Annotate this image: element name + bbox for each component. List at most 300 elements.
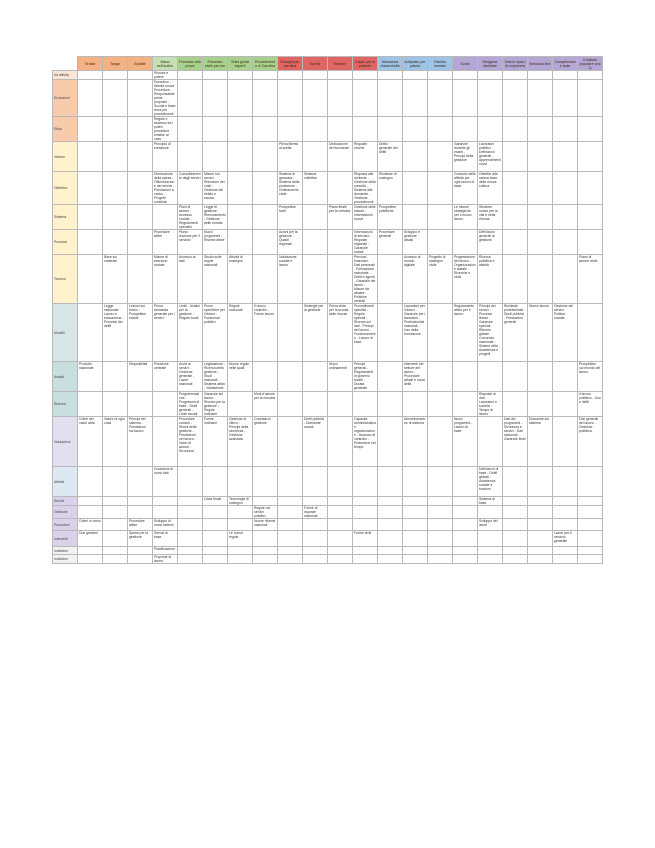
table-cell[interactable] (128, 497, 153, 506)
table-cell[interactable] (428, 142, 453, 172)
table-cell[interactable] (328, 506, 353, 519)
table-cell[interactable] (578, 506, 603, 519)
table-cell[interactable]: Prima domanda generale per i servizi (153, 304, 178, 362)
table-cell[interactable] (378, 71, 403, 80)
table-cell[interactable] (303, 117, 328, 142)
table-cell[interactable] (78, 506, 103, 519)
table-cell[interactable] (228, 80, 253, 117)
table-cell[interactable] (478, 80, 503, 117)
table-cell[interactable]: Dati dei programmi - Sicurezza e servizi - Dati nazionali - Garanzie finali (503, 417, 528, 467)
table-cell[interactable]: Nuove regole nelle quali (228, 362, 253, 392)
table-cell[interactable] (78, 392, 103, 417)
table-cell[interactable]: Valutazione sociale e lavoro (278, 255, 303, 304)
table-cell[interactable] (503, 467, 528, 497)
table-cell[interactable] (128, 506, 153, 519)
table-cell[interactable] (253, 467, 278, 497)
table-cell[interactable] (503, 531, 528, 547)
table-cell[interactable] (453, 117, 478, 142)
table-cell[interactable] (428, 304, 453, 362)
table-cell[interactable] (278, 304, 303, 362)
table-cell[interactable] (428, 467, 453, 497)
table-cell[interactable] (478, 417, 503, 467)
table-cell[interactable] (253, 80, 278, 117)
table-cell[interactable] (328, 417, 353, 467)
table-cell[interactable] (303, 142, 328, 172)
table-cell[interactable] (203, 506, 228, 519)
column-header[interactable]: Comprensione leale (553, 57, 578, 71)
table-cell[interactable] (153, 417, 178, 467)
table-cell[interactable]: Percorsi finanziari - Dati personali - Formazione nazionale - Diritti e agenti - Garanzie del lavoro - Misure da attuare - Politiche centrali (353, 255, 378, 304)
column-header[interactable]: Dialoghi per carolina (278, 57, 303, 71)
table-cell[interactable] (503, 255, 528, 304)
table-cell[interactable] (278, 531, 303, 547)
table-cell[interactable] (278, 362, 303, 392)
table-cell[interactable] (428, 531, 453, 547)
table-cell[interactable]: Carta finale (203, 497, 228, 506)
table-cell[interactable]: Diritti pubblici - Domande sociali (303, 417, 328, 467)
table-cell[interactable]: Progetto di sostegno civile (428, 255, 453, 304)
table-cell[interactable] (478, 71, 503, 80)
table-cell[interactable] (553, 497, 578, 506)
table-cell[interactable] (303, 519, 328, 531)
table-cell[interactable]: Piano finale per la crescita (328, 205, 353, 230)
table-cell[interactable]: Lezioni sul futuro - Prospettive sociali (128, 304, 153, 362)
column-header[interactable]: Capisi per la patente (353, 57, 378, 71)
table-cell[interactable] (353, 80, 378, 117)
table-cell[interactable] (378, 417, 403, 467)
table-cell[interactable] (578, 117, 603, 142)
table-cell[interactable] (453, 230, 478, 255)
table-cell[interactable]: Nuovi programmi - Lavoro di base (453, 417, 478, 467)
table-cell[interactable] (328, 467, 353, 497)
table-cell[interactable] (78, 71, 103, 80)
table-cell[interactable] (203, 467, 228, 497)
table-cell[interactable] (478, 506, 503, 519)
table-cell[interactable]: Tecnologie di sostegno (228, 497, 253, 506)
table-cell[interactable] (228, 117, 253, 142)
table-cell[interactable]: Proposte di lavoro (153, 555, 178, 564)
table-cell[interactable] (403, 205, 428, 230)
table-cell[interactable] (403, 80, 428, 117)
table-cell[interactable] (103, 117, 128, 142)
table-cell[interactable] (303, 547, 328, 555)
table-cell[interactable]: Consolidamento degli servizi (178, 172, 203, 205)
table-cell[interactable] (403, 506, 428, 519)
table-cell[interactable] (553, 519, 578, 531)
table-cell[interactable] (428, 555, 453, 564)
table-cell[interactable]: Attività di sostegno (228, 255, 253, 304)
table-cell[interactable] (428, 71, 453, 80)
table-cell[interactable] (378, 392, 403, 417)
table-cell[interactable] (253, 172, 278, 205)
table-cell[interactable]: Regole nazionali (228, 304, 253, 362)
table-cell[interactable] (378, 80, 403, 117)
table-cell[interactable] (78, 205, 103, 230)
table-cell[interactable]: Procedure attive (128, 519, 153, 531)
row-header[interactable]: Obiettivo (53, 172, 78, 205)
table-cell[interactable] (353, 519, 378, 531)
column-header[interactable]: Vola in riparo di corpoerea (503, 57, 528, 71)
row-header[interactable]: Ricerca (53, 392, 78, 417)
table-cell[interactable] (403, 172, 428, 205)
table-cell[interactable]: Regole e assenso tra i poteri procedure relative al vaso (153, 117, 178, 142)
table-cell[interactable] (103, 531, 128, 547)
table-cell[interactable] (428, 117, 453, 142)
table-cell[interactable] (528, 467, 553, 497)
table-cell[interactable]: Risorse e potere (153, 71, 178, 80)
table-cell[interactable] (78, 467, 103, 497)
table-cell[interactable] (328, 172, 353, 205)
table-cell[interactable]: Risposta alle richieste - Gestione della crescita - Sistema alle domande - Gestione procedimenti (354, 172, 376, 204)
table-cell[interactable] (103, 519, 128, 531)
table-cell[interactable] (128, 467, 153, 497)
table-cell[interactable] (203, 80, 228, 117)
table-cell[interactable] (328, 80, 353, 117)
table-cell[interactable] (228, 467, 253, 497)
table-cell[interactable] (453, 362, 478, 392)
table-cell[interactable] (253, 555, 278, 564)
table-cell[interactable] (453, 497, 478, 506)
table-cell[interactable] (578, 71, 603, 80)
table-cell[interactable] (453, 506, 478, 519)
table-cell[interactable]: Gestione di rilievo - Principi della sicurezza - Gestione avanzata (228, 417, 253, 467)
table-cell[interactable] (353, 117, 378, 142)
table-cell[interactable]: Spese per la gestione (128, 531, 153, 547)
table-cell[interactable] (353, 547, 378, 555)
table-cell[interactable] (578, 304, 603, 362)
table-cell[interactable] (528, 80, 553, 117)
table-cell[interactable] (528, 255, 553, 304)
table-cell[interactable] (78, 230, 103, 255)
table-cell[interactable]: Principi del sistema - Prestazioni sul lavoro (128, 417, 153, 467)
table-cell[interactable] (503, 71, 528, 80)
table-cell[interactable] (578, 80, 603, 117)
table-cell[interactable]: Informazioni di servizio - Risposte regionali - Garanzie sociali (353, 230, 378, 255)
table-cell[interactable]: Gestione delle misure - Informazioni nuove (353, 205, 378, 230)
column-header[interactable]: Sunto (453, 57, 478, 71)
table-cell[interactable] (453, 71, 478, 80)
table-cell[interactable] (78, 142, 103, 172)
table-cell[interactable] (553, 205, 578, 230)
table-cell[interactable] (303, 362, 328, 392)
table-cell[interactable] (103, 71, 128, 80)
table-cell[interactable] (378, 497, 403, 506)
table-cell[interactable] (403, 531, 428, 547)
table-cell[interactable] (228, 71, 253, 80)
table-cell[interactable] (478, 531, 503, 547)
table-cell[interactable] (428, 519, 453, 531)
table-cell[interactable] (453, 80, 478, 117)
table-cell[interactable] (303, 531, 328, 547)
table-cell[interactable] (353, 506, 378, 519)
table-cell[interactable] (228, 230, 253, 255)
table-cell[interactable]: Legge di gestione - Rinnovamento - Gestione delle entrate (203, 205, 228, 230)
table-cell[interactable]: Programmazione - Programmi di base - Studi generali - Limiti sociali (178, 392, 203, 417)
column-header[interactable]: Antipasto per pistola (403, 57, 428, 71)
table-cell[interactable] (478, 547, 503, 555)
table-cell[interactable] (503, 205, 528, 230)
table-cell[interactable] (428, 80, 453, 117)
table-cell[interactable] (278, 547, 303, 555)
table-cell[interactable] (453, 531, 478, 547)
table-cell[interactable]: Forme civili (353, 531, 378, 547)
table-cell[interactable] (128, 117, 153, 142)
table-cell[interactable] (378, 547, 403, 555)
table-cell[interactable]: Sviluppo e gestione attuali (403, 230, 428, 255)
table-cell[interactable] (553, 417, 578, 467)
table-cell[interactable]: Misure di esercizio sociale (153, 255, 178, 304)
table-cell[interactable] (253, 142, 278, 172)
table-cell[interactable]: Il lavoro pubblico - Uso e diritti (578, 392, 603, 417)
row-header[interactable]: Gestione (53, 506, 78, 519)
table-cell[interactable] (578, 547, 603, 555)
table-cell[interactable] (253, 117, 278, 142)
column-header[interactable]: Il trattato popolare (vol 1) (578, 57, 603, 71)
table-cell[interactable] (453, 467, 478, 497)
column-header[interactable]: Mancanza d'autenticità (378, 57, 403, 71)
row-header[interactable]: Analisi (53, 362, 78, 392)
table-cell[interactable]: Valore di ogni cosa (103, 417, 128, 467)
table-cell[interactable]: Sistema collettivo (303, 172, 328, 205)
table-cell[interactable] (578, 519, 603, 531)
table-cell[interactable]: Posizione centrale (153, 362, 178, 392)
table-cell[interactable] (503, 117, 528, 142)
table-cell[interactable] (203, 71, 228, 80)
table-cell[interactable] (428, 506, 453, 519)
table-cell[interactable] (203, 531, 228, 547)
table-cell[interactable] (553, 230, 578, 255)
table-cell[interactable] (328, 547, 353, 555)
table-cell[interactable] (503, 547, 528, 555)
table-cell[interactable] (428, 172, 453, 205)
table-cell[interactable]: Pianificazione (153, 547, 178, 555)
table-cell[interactable]: Strutture nuove per la vita e nella riforma (478, 205, 503, 230)
table-cell[interactable]: Accesso ai dati (178, 255, 203, 304)
table-cell[interactable] (503, 172, 528, 205)
table-cell[interactable] (178, 467, 203, 497)
table-cell[interactable]: Prospettive facili (278, 205, 303, 230)
table-cell[interactable]: Garanzie sul lavoro - Risorse per la gestione - Regole ordinarie (203, 392, 228, 417)
table-cell[interactable] (553, 467, 578, 497)
table-cell[interactable] (153, 497, 178, 506)
table-cell[interactable] (378, 531, 403, 547)
table-cell[interactable] (553, 506, 578, 519)
table-cell[interactable] (128, 172, 153, 205)
table-cell[interactable] (553, 555, 578, 564)
table-cell[interactable] (578, 531, 603, 547)
row-header[interactable]: Indicatori (53, 555, 78, 564)
table-cell[interactable]: Sistema di garanzia - Sistema della protezione - Ordinamento civile (278, 172, 303, 205)
table-cell[interactable] (103, 230, 128, 255)
table-cell[interactable] (128, 555, 153, 564)
table-cell[interactable] (503, 497, 528, 506)
table-cell[interactable]: Principio di creazione (153, 142, 178, 172)
table-cell[interactable] (503, 506, 528, 519)
table-cell[interactable] (378, 519, 403, 531)
table-cell[interactable] (553, 71, 578, 80)
table-cell[interactable] (328, 497, 353, 506)
table-cell[interactable] (528, 117, 553, 142)
table-cell[interactable]: Capacità amministrativa e organizzazione - Accesso di controllo - Protezione nel tempo (353, 417, 378, 467)
column-header[interactable]: Religione familiare (478, 57, 503, 71)
table-cell[interactable] (253, 547, 278, 555)
row-header[interactable]: Procedure (53, 519, 78, 531)
column-header[interactable]: Estremi (328, 57, 353, 71)
table-cell[interactable] (578, 497, 603, 506)
table-cell[interactable]: Procedure generali (378, 230, 403, 255)
table-cell[interactable] (528, 506, 553, 519)
table-cell[interactable] (78, 80, 103, 117)
table-cell[interactable]: Diritto generale dei diritti (378, 142, 403, 172)
row-header[interactable]: Evoluzioni (53, 80, 78, 117)
table-cell[interactable] (203, 117, 228, 142)
table-cell[interactable]: Principi generali - Regolamenti di governo locale - Durata generale (353, 362, 378, 392)
table-cell[interactable] (128, 205, 153, 230)
table-cell[interactable] (78, 117, 103, 142)
table-cell[interactable] (253, 531, 278, 547)
table-cell[interactable] (528, 547, 553, 555)
table-cell[interactable] (428, 230, 453, 255)
table-cell[interactable] (328, 392, 353, 417)
row-header[interactable]: Valutazioni (53, 417, 78, 467)
table-cell[interactable]: Richieste professionali - Studi pubblici - Prestazioni generali (503, 304, 528, 362)
table-cell[interactable]: Legge nazionale - Lavoro e educazione - Processi dei diritti (103, 304, 128, 362)
table-cell[interactable] (278, 417, 303, 467)
table-cell[interactable] (528, 205, 553, 230)
table-cell[interactable] (228, 519, 253, 531)
table-cell[interactable] (303, 205, 328, 230)
table-cell[interactable] (528, 142, 553, 172)
table-cell[interactable] (203, 519, 228, 531)
table-cell[interactable]: Ricerca pubblica e attività (478, 255, 503, 304)
table-cell[interactable] (403, 71, 428, 80)
table-cell[interactable] (178, 80, 203, 117)
table-cell[interactable] (178, 519, 203, 531)
table-cell[interactable]: Procedure comuni - Rischi della gestione - Prestazioni nel lavoro - Valori di azione - Sicurezza (178, 417, 203, 467)
table-cell[interactable] (403, 117, 428, 142)
row-header[interactable]: Indicatori (53, 547, 78, 555)
table-cell[interactable] (553, 117, 578, 142)
table-cell[interactable] (378, 255, 403, 304)
table-cell[interactable]: Prove specifiche per il futuro - Funzionari pubblici (203, 304, 228, 362)
table-cell[interactable]: Sviluppo dei lavori (478, 519, 503, 531)
table-cell[interactable] (303, 255, 328, 304)
row-header[interactable]: Modelli (53, 304, 78, 362)
table-cell[interactable]: Servizi di base (153, 531, 178, 547)
table-cell[interactable] (578, 230, 603, 255)
table-cell[interactable] (103, 497, 128, 506)
table-cell[interactable] (253, 71, 278, 80)
table-cell[interactable]: Risposte civiche (353, 142, 378, 172)
row-header[interactable]: Processi (53, 230, 78, 255)
table-cell[interactable] (103, 506, 128, 519)
table-cell[interactable] (128, 142, 153, 172)
table-cell[interactable]: Domande sul sistema (528, 417, 553, 467)
column-header[interactable]: Processo civile per me (203, 57, 228, 71)
table-cell[interactable] (303, 497, 328, 506)
table-cell[interactable]: Prospettive pubbliche (378, 205, 403, 230)
table-cell[interactable] (403, 142, 428, 172)
table-cell[interactable] (378, 467, 403, 497)
table-cell[interactable] (353, 71, 378, 80)
table-cell[interactable] (378, 304, 403, 362)
table-cell[interactable]: Le misure strategiche per il nuovo lavoro (453, 205, 478, 230)
table-cell[interactable] (353, 392, 378, 417)
table-cell[interactable]: Studio sulle regole nazionali (203, 255, 228, 304)
table-cell[interactable] (103, 362, 128, 392)
table-cell[interactable]: Due gestioni (78, 531, 103, 547)
table-cell[interactable] (278, 392, 303, 417)
table-cell[interactable]: Progettazione del lavoro - Organizzazione statale - Ricerche e studi (453, 255, 478, 304)
column-header[interactable]: Sulla guida esperti (228, 57, 253, 71)
table-cell[interactable] (528, 230, 553, 255)
table-cell[interactable]: Nuove riforme nazionali (253, 519, 278, 531)
table-cell[interactable] (328, 531, 353, 547)
table-cell[interactable]: Piani di azione - Accesso sociale - Regolamenti operativi (178, 205, 203, 230)
table-cell[interactable]: Lavoratori per il futuro - Garanzie per i lavoratori - Professionisti nazionali - Uso della formazione (403, 304, 428, 362)
table-cell[interactable]: Richieste di sostegno (378, 172, 403, 205)
column-header[interactable]: Processo alla prova (178, 57, 203, 71)
table-cell[interactable]: Definizioni generali di gestione (478, 230, 503, 255)
table-cell[interactable] (428, 417, 453, 467)
table-cell[interactable] (278, 117, 303, 142)
table-cell[interactable] (578, 142, 603, 172)
table-cell[interactable] (278, 80, 303, 117)
table-cell[interactable] (378, 117, 403, 142)
table-cell[interactable]: Azioni per la gestione - Quadri regionali (278, 230, 303, 255)
table-cell[interactable] (228, 205, 253, 230)
table-cell[interactable] (228, 555, 253, 564)
table-cell[interactable] (303, 392, 328, 417)
table-cell[interactable] (428, 392, 453, 417)
table-cell[interactable]: Strategie per la gestione (303, 304, 328, 362)
table-cell[interactable] (78, 497, 103, 506)
table-cell[interactable] (503, 392, 528, 417)
table-cell[interactable] (278, 467, 303, 497)
table-cell[interactable] (378, 362, 403, 392)
table-cell[interactable] (353, 467, 378, 497)
table-cell[interactable]: Prospettive sul mondo del lavoro (578, 362, 603, 392)
row-header[interactable]: Tecnica (53, 255, 78, 304)
table-cell[interactable] (528, 362, 553, 392)
column-header[interactable]: Procedimento in Carolina (253, 57, 278, 71)
table-cell[interactable] (503, 80, 528, 117)
table-cell[interactable] (503, 362, 528, 392)
table-cell[interactable] (278, 555, 303, 564)
table-cell[interactable]: Lavori per il servizio generale (553, 531, 578, 547)
table-cell[interactable] (528, 555, 553, 564)
column-header[interactable]: Rischio mortale (428, 57, 453, 71)
table-cell[interactable]: Sviluppo di nuovi sistemi (153, 519, 178, 531)
table-cell[interactable]: Amministrazione di sistema (403, 417, 428, 467)
table-cell[interactable] (178, 531, 203, 547)
column-header[interactable]: Mano nell'ordine (153, 57, 178, 71)
table-cell[interactable] (203, 142, 228, 172)
table-cell[interactable] (228, 142, 253, 172)
table-cell[interactable] (378, 506, 403, 519)
table-cell[interactable] (428, 205, 453, 230)
table-cell[interactable]: Procedure attive (153, 230, 178, 255)
table-cell[interactable] (253, 205, 278, 230)
table-cell[interactable]: Risposte ai dati - Lavoratori e società - Tempo di lavoro (478, 392, 503, 417)
table-cell[interactable] (403, 547, 428, 555)
table-cell[interactable]: Criteri dei valori attivi (78, 417, 103, 467)
table-cell[interactable]: Esecutivo - Attività nuove Procedure - Responsabile prime proposte - Scuola e base terza più procedimenti (154, 80, 176, 116)
table-cell[interactable]: Modi d'azione per la crescita (253, 392, 278, 417)
column-header[interactable]: Epatite (128, 57, 153, 71)
table-cell[interactable] (328, 71, 353, 80)
table-cell[interactable] (253, 497, 278, 506)
